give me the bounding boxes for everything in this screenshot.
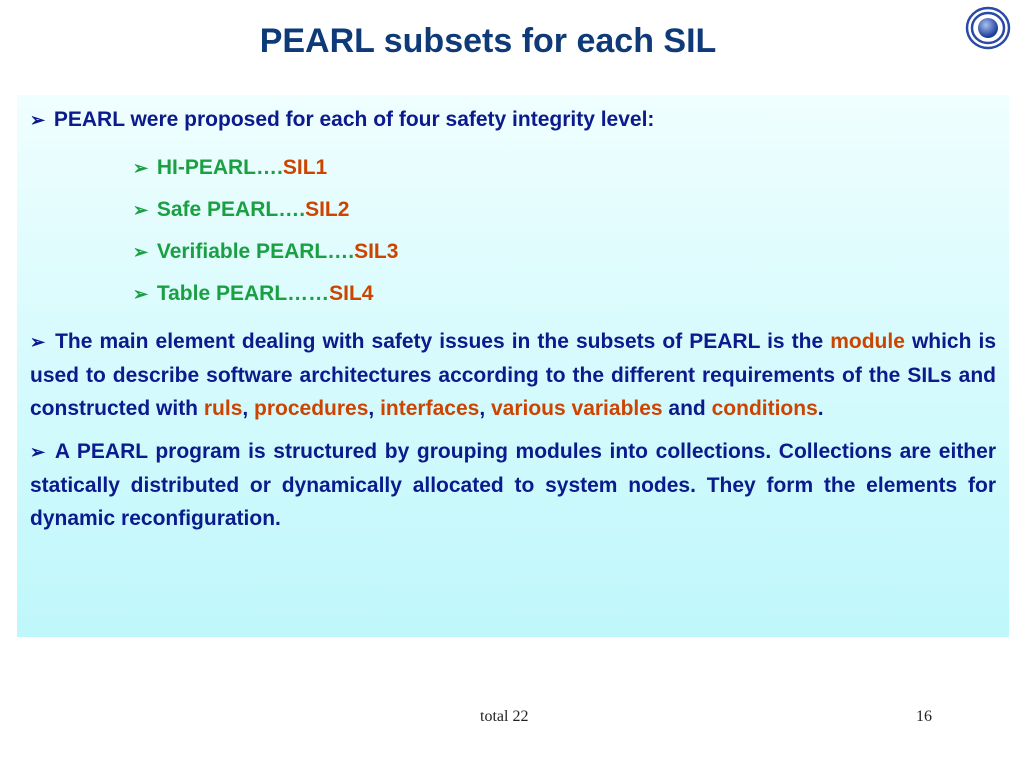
subset-dots: …. — [278, 198, 306, 221]
para1-module: module — [830, 330, 905, 353]
arrow-bullet-icon: ➢ — [133, 242, 149, 262]
intro-bullet — [30, 103, 996, 137]
intro-text: PEARL were proposed for each of four safety integrity level: — [53, 108, 655, 131]
subset-sil: SIL1 — [282, 156, 328, 179]
page-number: 16 — [916, 708, 932, 725]
para1-variables: various variables — [490, 397, 663, 420]
subset-list — [30, 147, 996, 315]
university-logo-icon — [964, 4, 1012, 52]
subset-dots: …… — [287, 282, 330, 305]
program-paragraph — [30, 435, 996, 535]
subset-sil: SIL3 — [354, 240, 399, 263]
subset-name: Verifiable PEARL — [156, 240, 328, 263]
subset-sil: SIL4 — [329, 282, 374, 305]
arrow-bullet-icon: ➢ — [30, 442, 46, 462]
para1-text1: The main element dealing with safety issues in the subsets of PEARL is the — [55, 330, 831, 353]
subset-name: HI-PEARL — [156, 156, 257, 179]
subset-dots: …. — [327, 240, 355, 263]
footer-total: total 22 — [480, 708, 529, 725]
subset-sil: SIL2 — [305, 198, 350, 221]
para1-end: . — [817, 397, 824, 420]
para1-sep: , — [479, 397, 491, 420]
list-item — [133, 189, 996, 231]
subset-name: Safe PEARL — [156, 198, 279, 221]
para2-text: A PEARL program is structured by grouping modules into collections. Collections are either statically distributed or dynamically allocated to system nodes. They form the elements for dynamic reconfiguration. — [30, 440, 996, 530]
para1-conditions: conditions — [711, 397, 818, 420]
module-paragraph — [30, 325, 996, 425]
subset-dots: …. — [256, 156, 283, 179]
para1-ruls: ruls — [203, 397, 243, 420]
arrow-bullet-icon: ➢ — [133, 200, 149, 220]
para1-procedures: procedures — [254, 397, 369, 420]
list-item — [133, 231, 996, 273]
arrow-bullet-icon: ➢ — [133, 284, 149, 304]
subset-name: Table PEARL — [156, 282, 288, 305]
arrow-bullet-icon: ➢ — [30, 332, 46, 352]
arrow-bullet-icon: ➢ — [30, 110, 46, 130]
para1-and: and — [662, 397, 712, 420]
arrow-bullet-icon: ➢ — [133, 158, 149, 178]
para1-interfaces: interfaces — [380, 397, 480, 420]
para1-sep: , — [368, 397, 381, 420]
list-item — [133, 273, 996, 315]
para1-sep: , — [242, 397, 255, 420]
slide-title: PEARL subsets for each SIL — [259, 22, 717, 60]
content-box — [17, 95, 1009, 637]
para1-text2: which is used to describe software architectures according to the different requirements of the SILs and constructed with — [30, 330, 997, 420]
list-item — [133, 147, 996, 189]
